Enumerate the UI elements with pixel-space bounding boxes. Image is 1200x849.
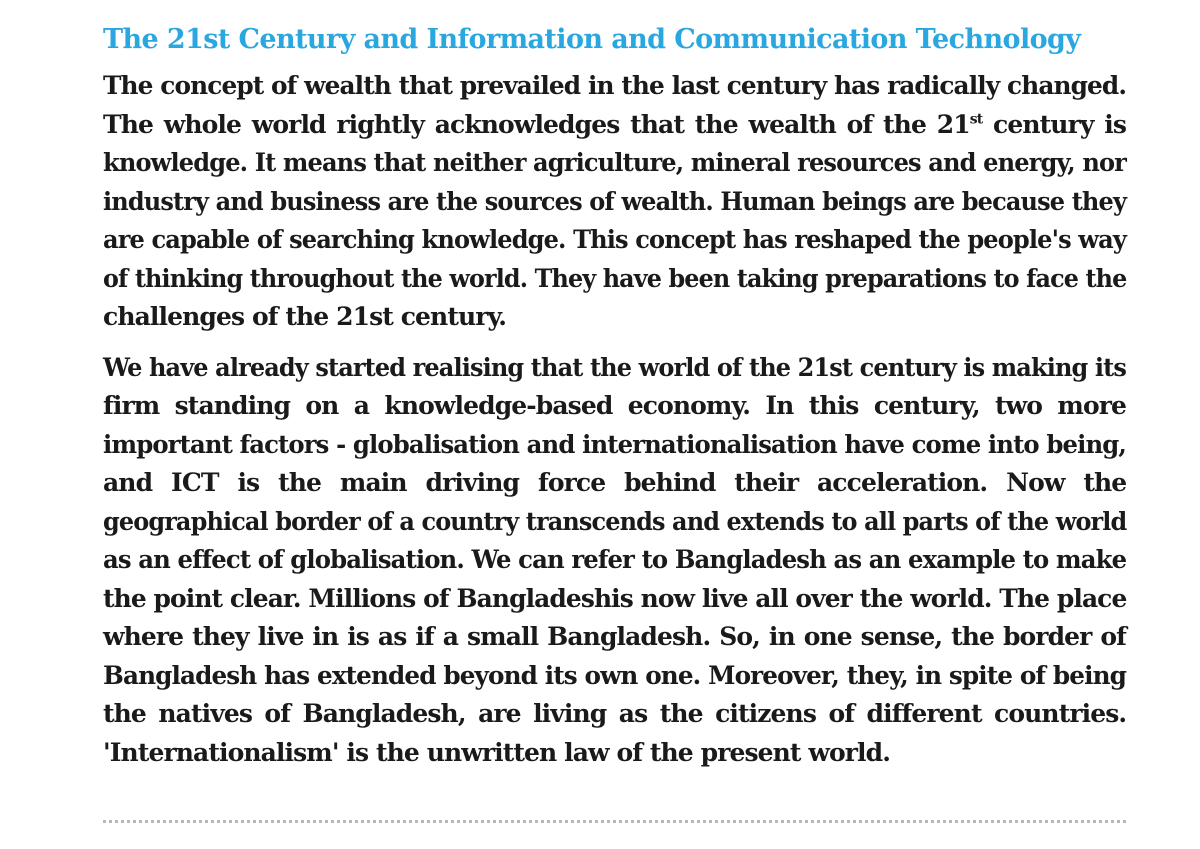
- paragraph-line: challenges of the 21st century.: [103, 302, 507, 332]
- paragraph-line: [103, 106, 1126, 145]
- paragraph-line: and ICT is the main driving force behind their acceleration. Now the: [103, 468, 1127, 498]
- superscript-text: st: [969, 111, 983, 128]
- paragraph-line: Bangladesh has extended beyond its own one. Moreover, they, in spite of being: [103, 660, 1126, 690]
- paragraph-line: The concept of wealth that prevailed in the last century has radically changed.: [103, 71, 1127, 101]
- line-text: The whole world rightly acknowledges that the wealth of the 21: [103, 109, 970, 139]
- paragraph-line: knowledge. It means that neither agriculture, mineral resources and energy, nor: [103, 148, 1126, 178]
- paragraph-line: We have already started realising that the world of the 21st century is making its: [103, 352, 1126, 382]
- paragraph-line: of thinking throughout the world. They have been taking preparations to face the: [103, 263, 1127, 293]
- section-heading: The 21st Century and Information and Communication Technology: [103, 24, 1081, 55]
- paragraph-line: industry and business are the sources of wealth. Human beings are because they: [103, 186, 1127, 216]
- paragraph-line: geographical border of a country transcends and extends to all parts of the world: [103, 506, 1127, 536]
- paragraph-line: the natives of Bangladesh, are living as the citizens of different countries.: [103, 699, 1127, 729]
- document-content: [103, 22, 1126, 772]
- line-text-tail: century is: [982, 109, 1126, 139]
- paragraph-line: firm standing on a knowledge-based economy. In this century, two more: [103, 391, 1126, 421]
- cut-off-text-line: [103, 820, 1126, 827]
- paragraph-line: the point clear. Millions of Bangladeshis now live all over the world. The place: [103, 583, 1127, 613]
- paragraph-line: as an effect of globalisation. We can refer to Bangladesh as an example to make: [103, 545, 1127, 575]
- paragraph-line: where they live in is as if a small Bangladesh. So, in one sense, the border of: [103, 622, 1126, 652]
- paragraph-1: [103, 67, 1126, 337]
- paragraph-line: 'Internationalism' is the unwritten law of the present world.: [103, 737, 891, 767]
- paragraph-2: [103, 349, 1126, 773]
- paragraph-line: important factors - globalisation and internationalisation have come into being,: [103, 429, 1126, 459]
- paragraph-line: are capable of searching knowledge. This concept has reshaped the people's way: [103, 225, 1126, 255]
